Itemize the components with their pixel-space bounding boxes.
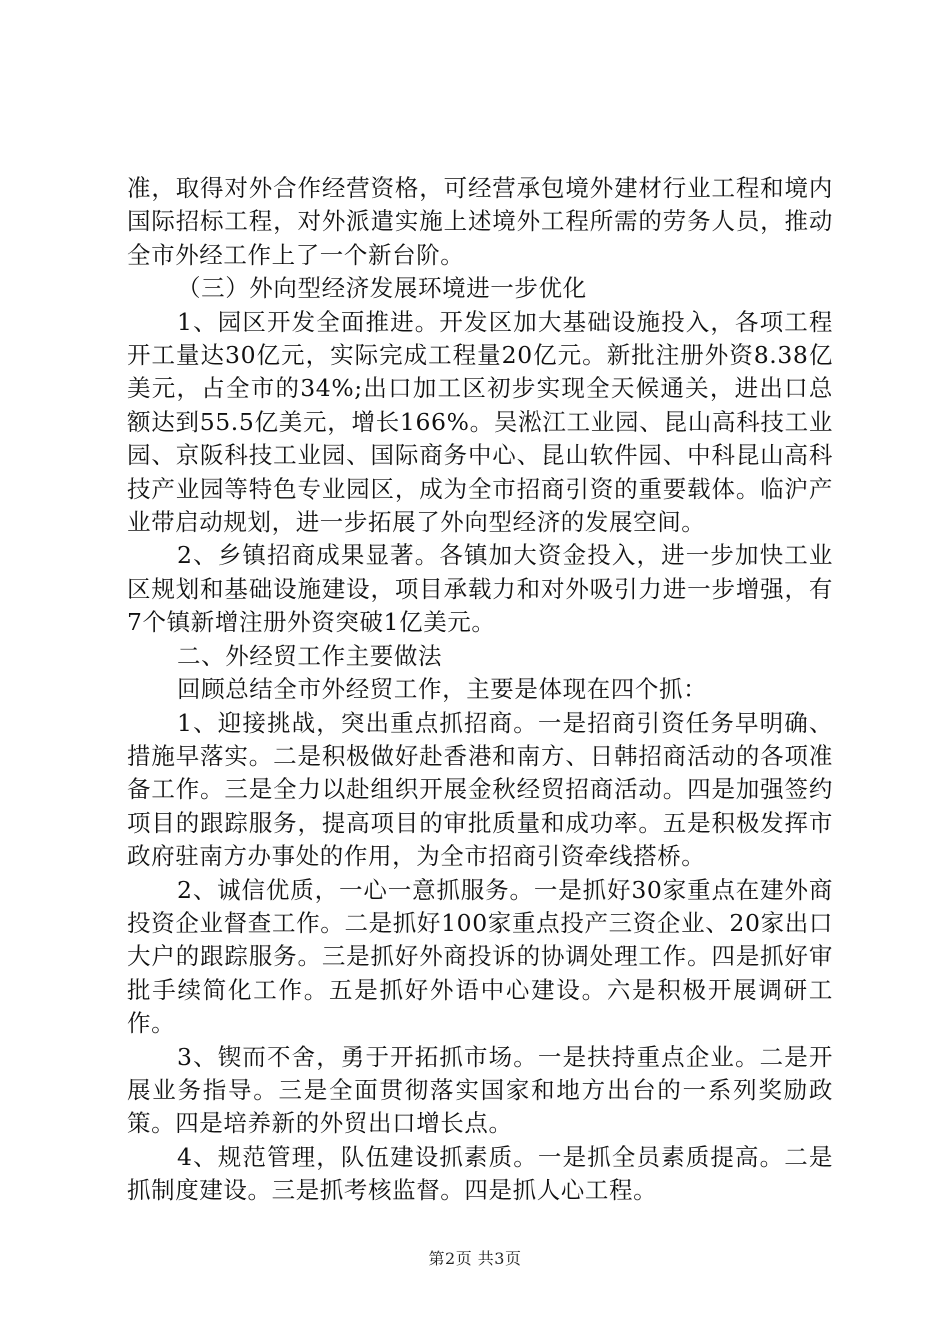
paragraph-park-development: 1、园区开发全面推进。开发区加大基础设施投入，各项工程开工量达30亿元，实际完成工程量20亿元。新批注册外资8.38亿美元，占全市的34%;出口加工区初步实现全天候通关，进出口总额达到55.5亿美元，增长166%。吴淞江工业园、昆山高科技工业园、京阪科技工业园、国际商务中心、昆山软件园、中科昆山高科技产业园等特色专业园区，成为全市招商引资的重要载体。临沪产业带启动规划，进一步拓展了外向型经济的发展空间。 <box>127 307 833 537</box>
paragraph-investment-attraction: 1、迎接挑战，突出重点抓招商。一是招商引资任务早明确、措施早落实。二是积极做好赴香港和南方、日韩招商活动的各项准备工作。三是全力以赴组织开展金秋经贸招商活动。四是加强签约项目的跟踪服务，提高项目的审批质量和成功率。五是积极发挥市政府驻南方办事处的作用，为全市招商引资牵线搭桥。 <box>127 708 833 871</box>
paragraph-management: 4、规范管理，队伍建设抓素质。一是抓全员素质提高。二是抓制度建设。三是抓考核监督。四是抓人心工程。 <box>127 1142 833 1205</box>
paragraph-continuation: 准，取得对外合作经营资格，可经营承包境外建材行业工程和境内国际招标工程，对外派遣实施上述境外工程所需的劳务人员，推动全市外经工作上了一个新台阶。 <box>127 174 833 269</box>
page-footer: 第2页 共3页 <box>428 1249 522 1268</box>
paragraph-summary-intro: 回顾总结全市外经贸工作，主要是体现在四个抓： <box>177 675 708 704</box>
paragraph-township-investment: 2、乡镇招商成果显著。各镇加大资金投入，进一步加快工业区规划和基础设施建设，项目承载力和对外吸引力进一步增强，有7个镇新增注册外资突破1亿美元。 <box>127 541 833 637</box>
section-heading-2: 二、外经贸工作主要做法 <box>177 641 443 670</box>
document-body <box>127 172 833 1208</box>
paragraph-market: 3、锲而不舍，勇于开拓抓市场。一是扶持重点企业。二是开展业务指导。三是全面贯彻落实国家和地方出台的一系列奖励政策。四是培养新的外贸出口增长点。 <box>127 1042 833 1138</box>
section-heading-3: （三）外向型经济发展环境进一步优化 <box>177 274 587 303</box>
paragraph-service: 2、诚信优质，一心一意抓服务。一是抓好30家重点在建外商投资企业督查工作。二是抓好100家重点投产三资企业、20家出口大户的跟踪服务。三是抓好外商投诉的协调处理工作。四是抓好审批手续简化工作。五是抓好外语中心建设。六是积极开展调研工作。 <box>127 875 833 1038</box>
